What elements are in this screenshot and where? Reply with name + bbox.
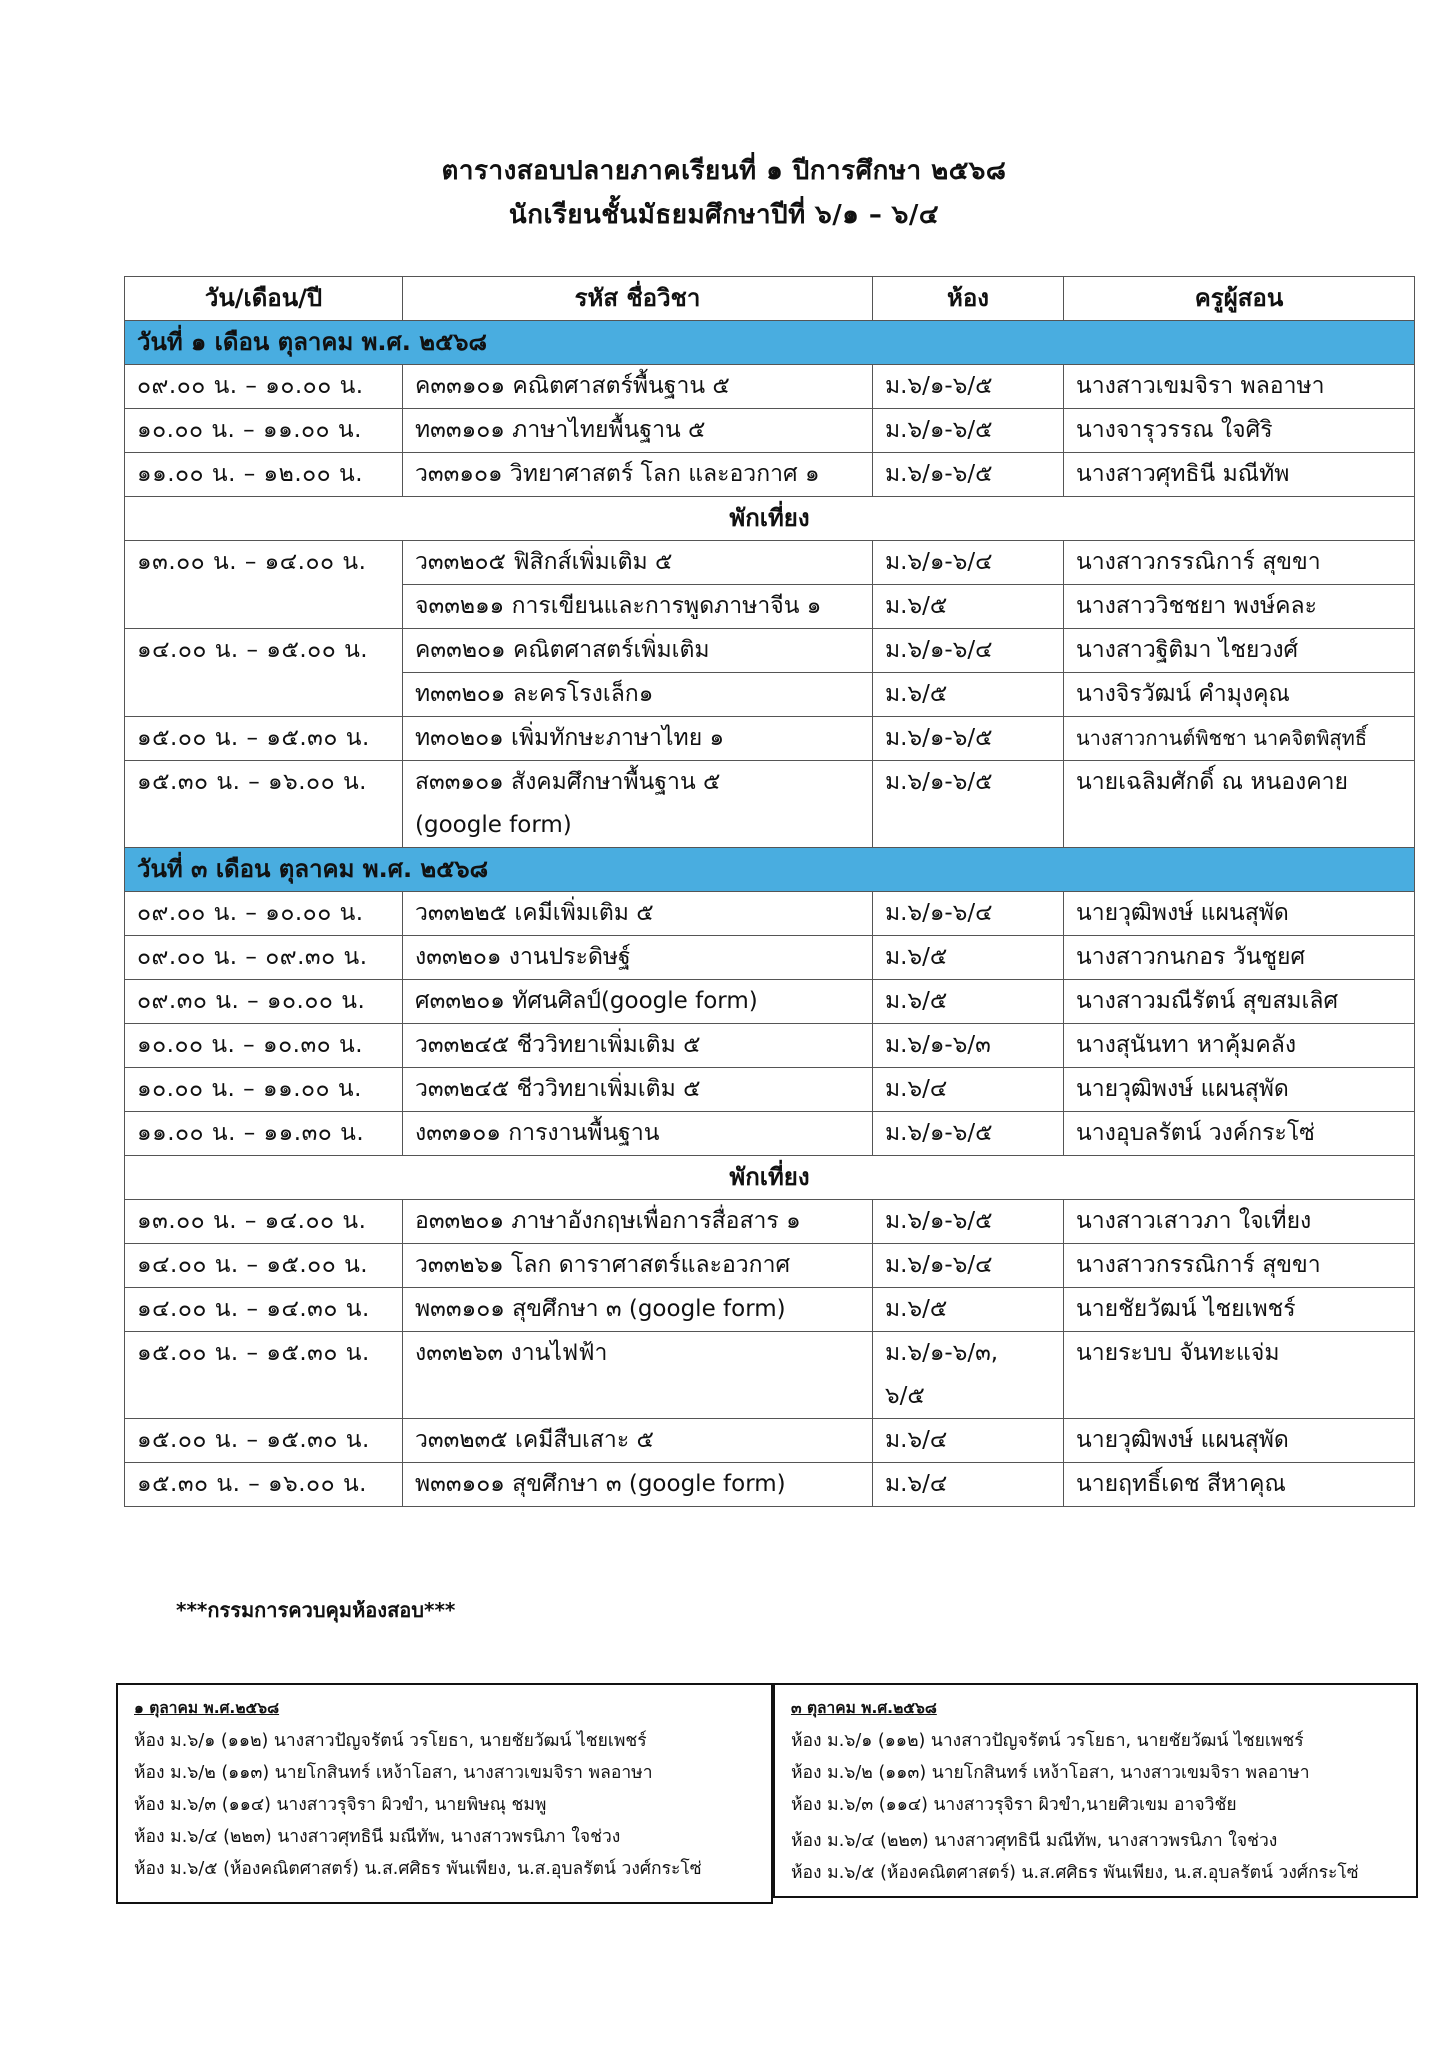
date-band-label: วันที่ ๑ เดือน ตุลาคม พ.ศ. ๒๕๖๘ <box>125 321 1415 365</box>
time-cell: ๑๐.๐๐ น. – ๑๑.๐๐ น. <box>125 1068 403 1112</box>
time-cell: ๑๕.๐๐ น. – ๑๕.๓๐ น. <box>125 717 403 761</box>
subject-line2: (google form) <box>415 812 572 838</box>
header-room: ห้อง <box>873 277 1064 321</box>
lunch-break-row <box>125 497 1415 541</box>
teacher-cell: นางสาวกรรณิการ์ สุขขา <box>1064 541 1415 585</box>
committee-room: ห้อง ม.๖/๕ (ห้องคณิตศาสตร์) น.ส.ศศิธร พันเพียง, น.ส.อุบลรัตน์ วงศ์กระโซ่ <box>134 1859 702 1879</box>
table-row <box>125 1463 1415 1507</box>
time-cell: ๑๓.๐๐ น. – ๑๔.๐๐ น. <box>125 1200 403 1244</box>
room-cell: ม.๖/๑-๖/๕ <box>873 761 1064 848</box>
subject-cell <box>403 761 873 848</box>
subject-cell: ท๓๓๑๐๑ ภาษาไทยพื้นฐาน ๕ <box>403 409 873 453</box>
teacher-cell: นางจิรวัฒน์ คำมุงคุณ <box>1064 673 1415 717</box>
teacher-cell: นางสาวเสาวภา ใจเที่ยง <box>1064 1200 1415 1244</box>
date-band-label: วันที่ ๓ เดือน ตุลาคม พ.ศ. ๒๕๖๘ <box>125 848 1415 892</box>
table-row <box>125 541 1415 585</box>
committee-room: ห้อง ม.๖/๑ (๑๑๒) นางสาวปัญจรัตน์ วรโยธา, นายชัยวัฒน์ ไชยเพชร์ <box>134 1731 647 1751</box>
time-cell: ๑๔.๐๐ น. – ๑๕.๐๐ น. <box>125 1244 403 1288</box>
teacher-cell: นายวุฒิพงษ์ แผนสุพัด <box>1064 892 1415 936</box>
teacher-cell: นางสุนันทา หาคุ้มคลัง <box>1064 1024 1415 1068</box>
subject-cell: ท๓๐๒๐๑ เพิ่มทักษะภาษาไทย ๑ <box>403 717 873 761</box>
subject-cell: ค๓๓๒๐๑ คณิตศาสตร์เพิ่มเติม <box>403 629 873 673</box>
lunch-break-label: พักเที่ยง <box>125 497 1415 541</box>
header-teacher: ครูผู้สอน <box>1064 277 1415 321</box>
room-line1: ม.๖/๑-๖/๓, <box>885 1340 999 1366</box>
committee-room: ห้อง ม.๖/๕ (ห้องคณิตศาสตร์) น.ส.ศศิธร พันเพียง, น.ส.อุบลรัตน์ วงศ์กระโซ่ <box>791 1863 1359 1883</box>
room-cell: ม.๖/๑-๖/๕ <box>873 453 1064 497</box>
room-cell: ม.๖/๑-๖/๔ <box>873 629 1064 673</box>
table-row <box>125 453 1415 497</box>
room-cell: ม.๖/๕ <box>873 936 1064 980</box>
room-cell: ม.๖/๕ <box>873 585 1064 629</box>
table-row <box>125 629 1415 673</box>
committee-box-day1 <box>116 1683 773 1904</box>
room-cell <box>873 1332 1064 1419</box>
table-row <box>125 761 1415 848</box>
subject-cell: ศ๓๓๒๐๑ ทัศนศิลป์(google form) <box>403 980 873 1024</box>
subject-cell: ว๓๓๒๔๕ ชีววิทยาเพิ่มเติม ๕ <box>403 1068 873 1112</box>
time-cell: ๑๓.๐๐ น. – ๑๔.๐๐ น. <box>125 541 403 629</box>
table-row <box>125 980 1415 1024</box>
teacher-cell: นางสาวกรรณิการ์ สุขขา <box>1064 1244 1415 1288</box>
subject-cell: ว๓๓๒๐๕ ฟิสิกส์เพิ่มเติม ๕ <box>403 541 873 585</box>
teacher-cell: นายชัยวัฒน์ ไชยเพชร์ <box>1064 1288 1415 1332</box>
date-band-day3 <box>125 848 1415 892</box>
table-row <box>125 892 1415 936</box>
table-row <box>125 1244 1415 1288</box>
time-cell: ๑๕.๓๐ น. – ๑๖.๐๐ น. <box>125 761 403 848</box>
header-subject: รหัส ชื่อวิชา <box>403 277 873 321</box>
table-row <box>125 1419 1415 1463</box>
teacher-cell: นางสาวเขมจิรา พลอาษา <box>1064 365 1415 409</box>
committee-room: ห้อง ม.๖/๔ (๒๒๓) นางสาวศุทธินี มณีทัพ, นางสาวพรนิภา ใจช่วง <box>134 1827 621 1847</box>
committee-room: ห้อง ม.๖/๑ (๑๑๒) นางสาวปัญจรัตน์ วรโยธา, นายชัยวัฒน์ ไชยเพชร์ <box>791 1731 1304 1751</box>
subject-cell: ค๓๓๑๐๑ คณิตศาสตร์พื้นฐาน ๕ <box>403 365 873 409</box>
subject-cell: ว๓๓๒๒๕ เคมีเพิ่มเติม ๕ <box>403 892 873 936</box>
teacher-cell: นายระบบ จันทะแจ่ม <box>1064 1332 1415 1419</box>
committee-box-day3 <box>773 1683 1418 1898</box>
teacher-cell: นางสาวศุทธินี มณีทัพ <box>1064 453 1415 497</box>
room-cell: ม.๖/๑-๖/๕ <box>873 365 1064 409</box>
time-cell: ๑๕.๐๐ น. – ๑๕.๓๐ น. <box>125 1419 403 1463</box>
teacher-cell: นางสาวฐิติมา ไชยวงศ์ <box>1064 629 1415 673</box>
teacher-cell: นายฤทธิ์เดช สีหาคุณ <box>1064 1463 1415 1507</box>
teacher-cell: นายวุฒิพงษ์ แผนสุพัด <box>1064 1068 1415 1112</box>
room-cell: ม.๖/๑-๖/๕ <box>873 1200 1064 1244</box>
teacher-cell: นางสาวกนกอร วันชูยศ <box>1064 936 1415 980</box>
time-cell: ๑๐.๐๐ น. – ๑๑.๐๐ น. <box>125 409 403 453</box>
teacher-cell: นายวุฒิพงษ์ แผนสุพัด <box>1064 1419 1415 1463</box>
time-cell: ๑๕.๐๐ น. – ๑๕.๓๐ น. <box>125 1332 403 1419</box>
table-header-row <box>125 277 1415 321</box>
committee-date: ๓ ตุลาคม พ.ศ.๒๕๖๘ <box>791 1699 937 1717</box>
room-cell: ม.๖/๔ <box>873 1068 1064 1112</box>
subject-cell: ง๓๓๒๐๑ งานประดิษฐ์ <box>403 936 873 980</box>
table-row <box>125 936 1415 980</box>
room-line2: ๖/๕ <box>885 1383 925 1409</box>
room-cell: ม.๖/๑-๖/๓ <box>873 1024 1064 1068</box>
table-row <box>125 1332 1415 1419</box>
table-row <box>125 365 1415 409</box>
committee-room: ห้อง ม.๖/๒ (๑๑๓) นายโกสินทร์ เหง้าโอสา, นางสาวเขมจิรา พลอาษา <box>134 1763 653 1783</box>
time-cell: ๐๙.๐๐ น. – ๐๙.๓๐ น. <box>125 936 403 980</box>
header-date: วัน/เดือน/ปี <box>125 277 403 321</box>
table-row <box>125 717 1415 761</box>
teacher-cell: นางสาววิชชยา พงษ์คละ <box>1064 585 1415 629</box>
room-cell: ม.๖/๑-๖/๕ <box>873 717 1064 761</box>
subject-cell: ว๓๓๑๐๑ วิทยาศาสตร์ โลก และอวกาศ ๑ <box>403 453 873 497</box>
committee-room: ห้อง ม.๖/๔ (๒๒๓) นางสาวศุทธินี มณีทัพ, นางสาวพรนิภา ใจช่วง <box>791 1831 1278 1851</box>
document-title: ตารางสอบปลายภาคเรียนที่ ๑ ปีการศึกษา ๒๕๖๘ <box>441 156 1007 186</box>
room-cell: ม.๖/๕ <box>873 980 1064 1024</box>
room-cell: ม.๖/๕ <box>873 1288 1064 1332</box>
room-cell: ม.๖/๔ <box>873 1419 1064 1463</box>
room-cell: ม.๖/๑-๖/๔ <box>873 892 1064 936</box>
teacher-cell: นางจารุวรรณ ใจศิริ <box>1064 409 1415 453</box>
subject-cell: อ๓๓๒๐๑ ภาษาอังกฤษเพื่อการสื่อสาร ๑ <box>403 1200 873 1244</box>
table-row <box>125 1288 1415 1332</box>
table-row <box>125 1112 1415 1156</box>
lunch-break-row <box>125 1156 1415 1200</box>
teacher-cell: นางสาวมณีรัตน์ สุขสมเลิศ <box>1064 980 1415 1024</box>
subject-cell: พ๓๓๑๐๑ สุขศึกษา ๓ (google form) <box>403 1463 873 1507</box>
committee-room: ห้อง ม.๖/๓ (๑๑๔) นางสาวรุจิรา ผิวขำ, นายพิษณุ ชมพู <box>134 1795 547 1815</box>
date-band-day1 <box>125 321 1415 365</box>
table-row <box>125 1024 1415 1068</box>
teacher-cell: นางสาวกานต์พิชชา นาคจิตพิสุทธิ์ <box>1064 717 1415 761</box>
subject-cell: พ๓๓๑๐๑ สุขศึกษา ๓ (google form) <box>403 1288 873 1332</box>
time-cell: ๑๔.๐๐ น. – ๑๕.๐๐ น. <box>125 629 403 717</box>
subject-line1: ส๓๓๑๐๑ สังคมศึกษาพื้นฐาน ๕ <box>415 769 721 795</box>
time-cell: ๑๕.๓๐ น. – ๑๖.๐๐ น. <box>125 1463 403 1507</box>
lunch-break-label: พักเที่ยง <box>125 1156 1415 1200</box>
room-cell: ม.๖/๑-๖/๕ <box>873 409 1064 453</box>
subject-cell: ง๓๓๑๐๑ การงานพื้นฐาน <box>403 1112 873 1156</box>
teacher-cell: นางอุบลรัตน์ วงค์กระโซ่ <box>1064 1112 1415 1156</box>
room-cell: ม.๖/๑-๖/๔ <box>873 541 1064 585</box>
time-cell: ๑๐.๐๐ น. – ๑๐.๓๐ น. <box>125 1024 403 1068</box>
teacher-cell: นายเฉลิมศักดิ์ ณ หนองคาย <box>1064 761 1415 848</box>
subject-cell: จ๓๓๒๑๑ การเขียนและการพูดภาษาจีน ๑ <box>403 585 873 629</box>
table-row <box>125 1200 1415 1244</box>
table-row <box>125 409 1415 453</box>
room-cell: ม.๖/๔ <box>873 1463 1064 1507</box>
subject-cell: ว๓๓๒๔๕ ชีววิทยาเพิ่มเติม ๕ <box>403 1024 873 1068</box>
document-subtitle: นักเรียนชั้นมัธยมศึกษาปีที่ ๖/๑ – ๖/๔ <box>508 200 940 230</box>
time-cell: ๐๙.๓๐ น. – ๑๐.๐๐ น. <box>125 980 403 1024</box>
time-cell: ๑๔.๐๐ น. – ๑๔.๓๐ น. <box>125 1288 403 1332</box>
subject-cell: ว๓๓๒๖๑ โลก ดาราศาสตร์และอวกาศ <box>403 1244 873 1288</box>
room-cell: ม.๖/๑-๖/๔ <box>873 1244 1064 1288</box>
committee-title: ***กรรมการควบคุมห้องสอบ*** <box>176 1598 456 1622</box>
subject-cell: ท๓๓๒๐๑ ละครโรงเล็ก๑ <box>403 673 873 717</box>
committee-date: ๑ ตุลาคม พ.ศ.๒๕๖๘ <box>134 1699 280 1717</box>
time-cell: ๑๑.๐๐ น. – ๑๒.๐๐ น. <box>125 453 403 497</box>
subject-cell: ว๓๓๒๓๕ เคมีสืบเสาะ ๕ <box>403 1419 873 1463</box>
time-cell: ๐๙.๐๐ น. – ๑๐.๐๐ น. <box>125 365 403 409</box>
subject-cell: ง๓๓๒๖๓ งานไฟฟ้า <box>403 1332 873 1419</box>
exam-schedule-table <box>124 276 1415 1507</box>
time-cell: ๑๑.๐๐ น. – ๑๑.๓๐ น. <box>125 1112 403 1156</box>
table-row <box>125 1068 1415 1112</box>
room-cell: ม.๖/๕ <box>873 673 1064 717</box>
committee-room: ห้อง ม.๖/๒ (๑๑๓) นายโกสินทร์ เหง้าโอสา, นางสาวเขมจิรา พลอาษา <box>791 1763 1310 1783</box>
time-cell: ๐๙.๐๐ น. – ๑๐.๐๐ น. <box>125 892 403 936</box>
room-cell: ม.๖/๑-๖/๕ <box>873 1112 1064 1156</box>
committee-room: ห้อง ม.๖/๓ (๑๑๔) นางสาวรุจิรา ผิวขำ,นายศิวเขม อาจวิชัย <box>791 1795 1237 1815</box>
